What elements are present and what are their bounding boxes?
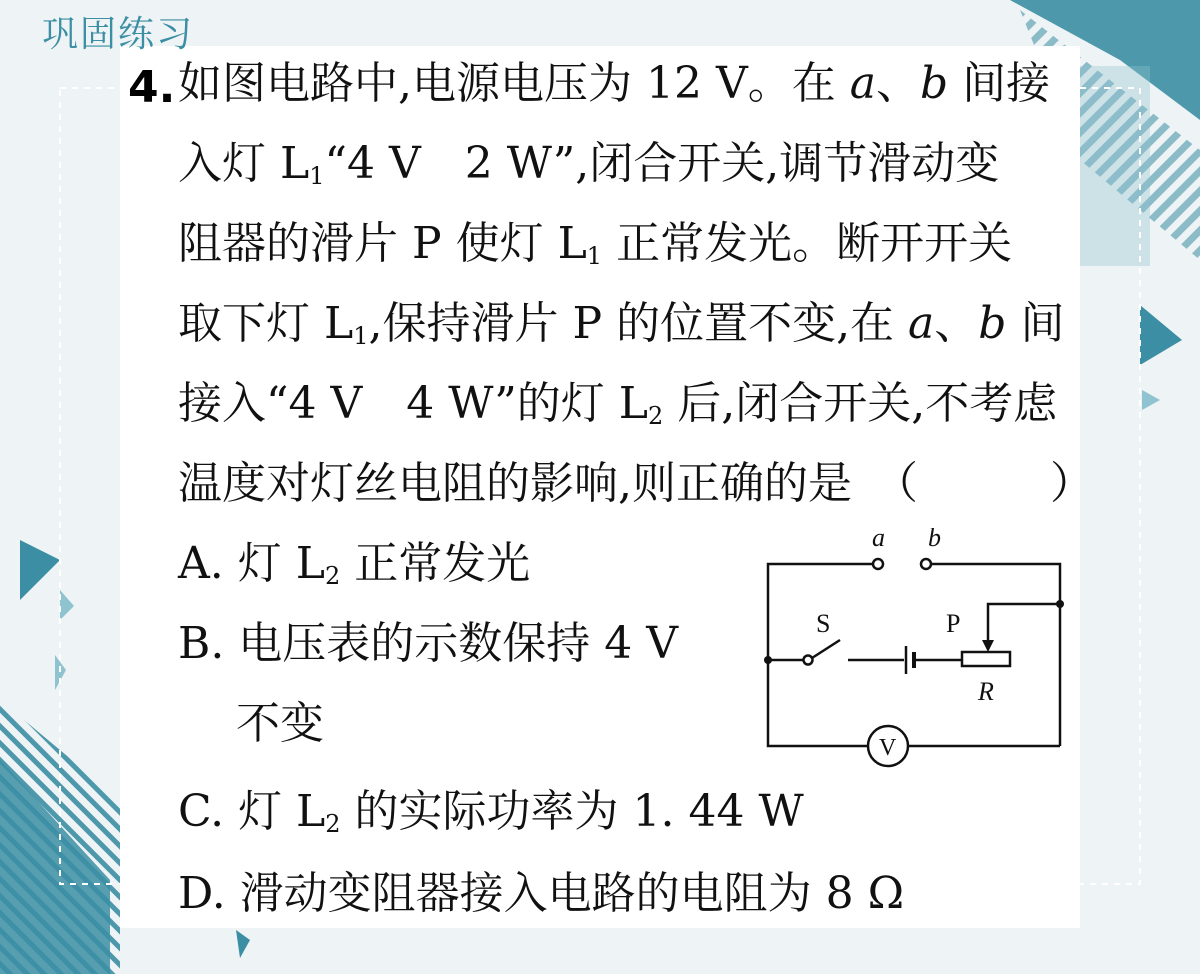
question-line-4: 取下灯 $L_1$,保持滑片 P 的位置不变,在 a、b 间 — [178, 298, 1065, 350]
switch-blade — [812, 640, 840, 658]
option-d[interactable]: D. 滑动变阻器接入电路的电阻为 8 Ω — [178, 868, 905, 919]
option-a[interactable]: A. 灯 $L_2$ 正常发光 — [178, 538, 531, 590]
wire-bottom — [768, 660, 868, 746]
label-a: a — [872, 528, 885, 552]
label-b: b — [928, 528, 941, 552]
option-c[interactable]: C. 灯 $L_2$ 的实际功率为 1. 44 W — [178, 786, 804, 838]
junction-right — [1056, 600, 1064, 608]
question-line-6: 温度对灯丝电阻的影响,则正确的是 （ ） — [178, 458, 1094, 509]
label-s: S — [816, 609, 831, 638]
resistor — [962, 652, 1010, 666]
label-v: V — [879, 735, 897, 761]
question-line-1: 如图电路中,电源电压为 12 V。在 a、b 间接 — [178, 58, 1051, 109]
label-p: P — [946, 609, 961, 638]
slider-arrow-icon — [982, 640, 994, 652]
question-card — [120, 46, 1094, 928]
section-title: 巩固练习 — [42, 14, 195, 55]
question-line-2: 入灯 $L_1“4$ V 2 W”,闭合开关,调节滑动变 — [178, 138, 1000, 190]
option-b-continuation: 不变 — [236, 698, 324, 749]
terminal-b — [921, 559, 931, 569]
question-number: 4. — [128, 62, 176, 113]
question-line-5: 接入“4 V 4 W”的灯 $L_2$ 后,闭合开关,不考虑 — [178, 378, 1058, 430]
circuit-diagram — [760, 528, 1070, 768]
switch-contact — [804, 656, 813, 665]
question-line-3: 阻器的滑片 P 使灯 $L_1$ 正常发光。断开开关 — [178, 218, 1013, 270]
terminal-a — [873, 559, 883, 569]
wire-top-right — [931, 564, 1060, 746]
slider-wire — [988, 604, 1060, 644]
junction-left — [764, 656, 772, 664]
option-b[interactable]: B. 电压表的示数保持 4 V — [178, 618, 679, 669]
label-r: R — [978, 677, 994, 706]
